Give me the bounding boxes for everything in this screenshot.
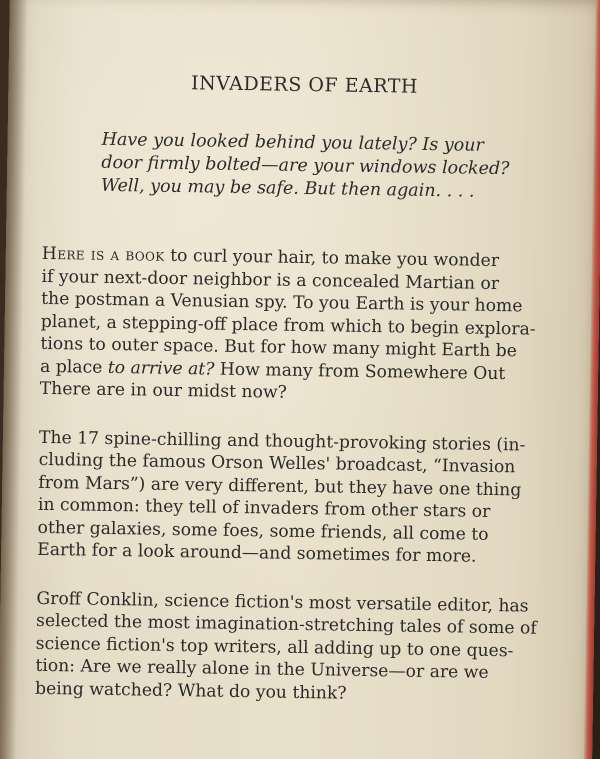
paragraph-line: Earth for a look around—and sometimes for more. [37,539,477,567]
line-text: to curl your hair, to make you wonder [164,245,500,272]
paragraph-line: The 17 spine-chilling and thought-provoking stories (in- [38,427,526,455]
italic-phrase: to arrive at? [107,357,215,380]
paragraph-line: being watched? What do you think? [34,678,347,704]
tagline [101,129,544,205]
paragraph-intro [40,243,542,408]
tagline-line: Well, you may be safe. But then again. . . . [100,175,475,202]
paragraph-line: cluding the famous Orson Welles' broadcast, “Invasion [38,449,516,478]
page-edge [584,0,600,759]
paragraph-line: planet, a stepping-off place from which to begin explora- [40,311,536,340]
paragraph-line: from Mars”) are very different, but they have one thing [38,472,522,500]
spine-shadow [0,0,28,759]
page-title: INVADERS OF EARTH [190,72,419,98]
paragraph-stories [37,426,539,569]
paragraph-line: in common: they tell of invaders from other stars or [37,494,491,522]
paragraph-line: if your next-door neighbor is a concealed Martian or [41,266,500,294]
paragraph-line: tion: Are we really alone in the Universe—or are we [35,655,489,683]
paragraph-line: Groff Conklin, science fiction's most versatile editor, has [36,588,529,617]
page-content [34,70,544,734]
paragraph-line: other galaxies, some foes, some friends, all come to [37,517,489,545]
paragraph-line: the postman a Venusian spy. To you Earth is your home [41,288,523,317]
tagline-line: door firmly bolted—are your windows locked? [101,152,510,180]
lead-in-text: Here is a book [41,243,165,266]
line-text: a place [39,356,108,378]
tagline-line: Have you looked behind you lately? Is your [101,129,485,156]
paragraph-line: There are in our midst now? [39,378,288,403]
paragraph-line: science fiction's top writers, all adding up to one ques- [35,633,514,661]
paragraph-line: selected the most imagination-stretching tales of some of [35,610,537,639]
paragraph-line: tions to outer space. But for how many might Earth be [40,333,518,362]
paragraph-editor [35,587,537,707]
line-text: How many from Somewhere Out [214,359,506,384]
